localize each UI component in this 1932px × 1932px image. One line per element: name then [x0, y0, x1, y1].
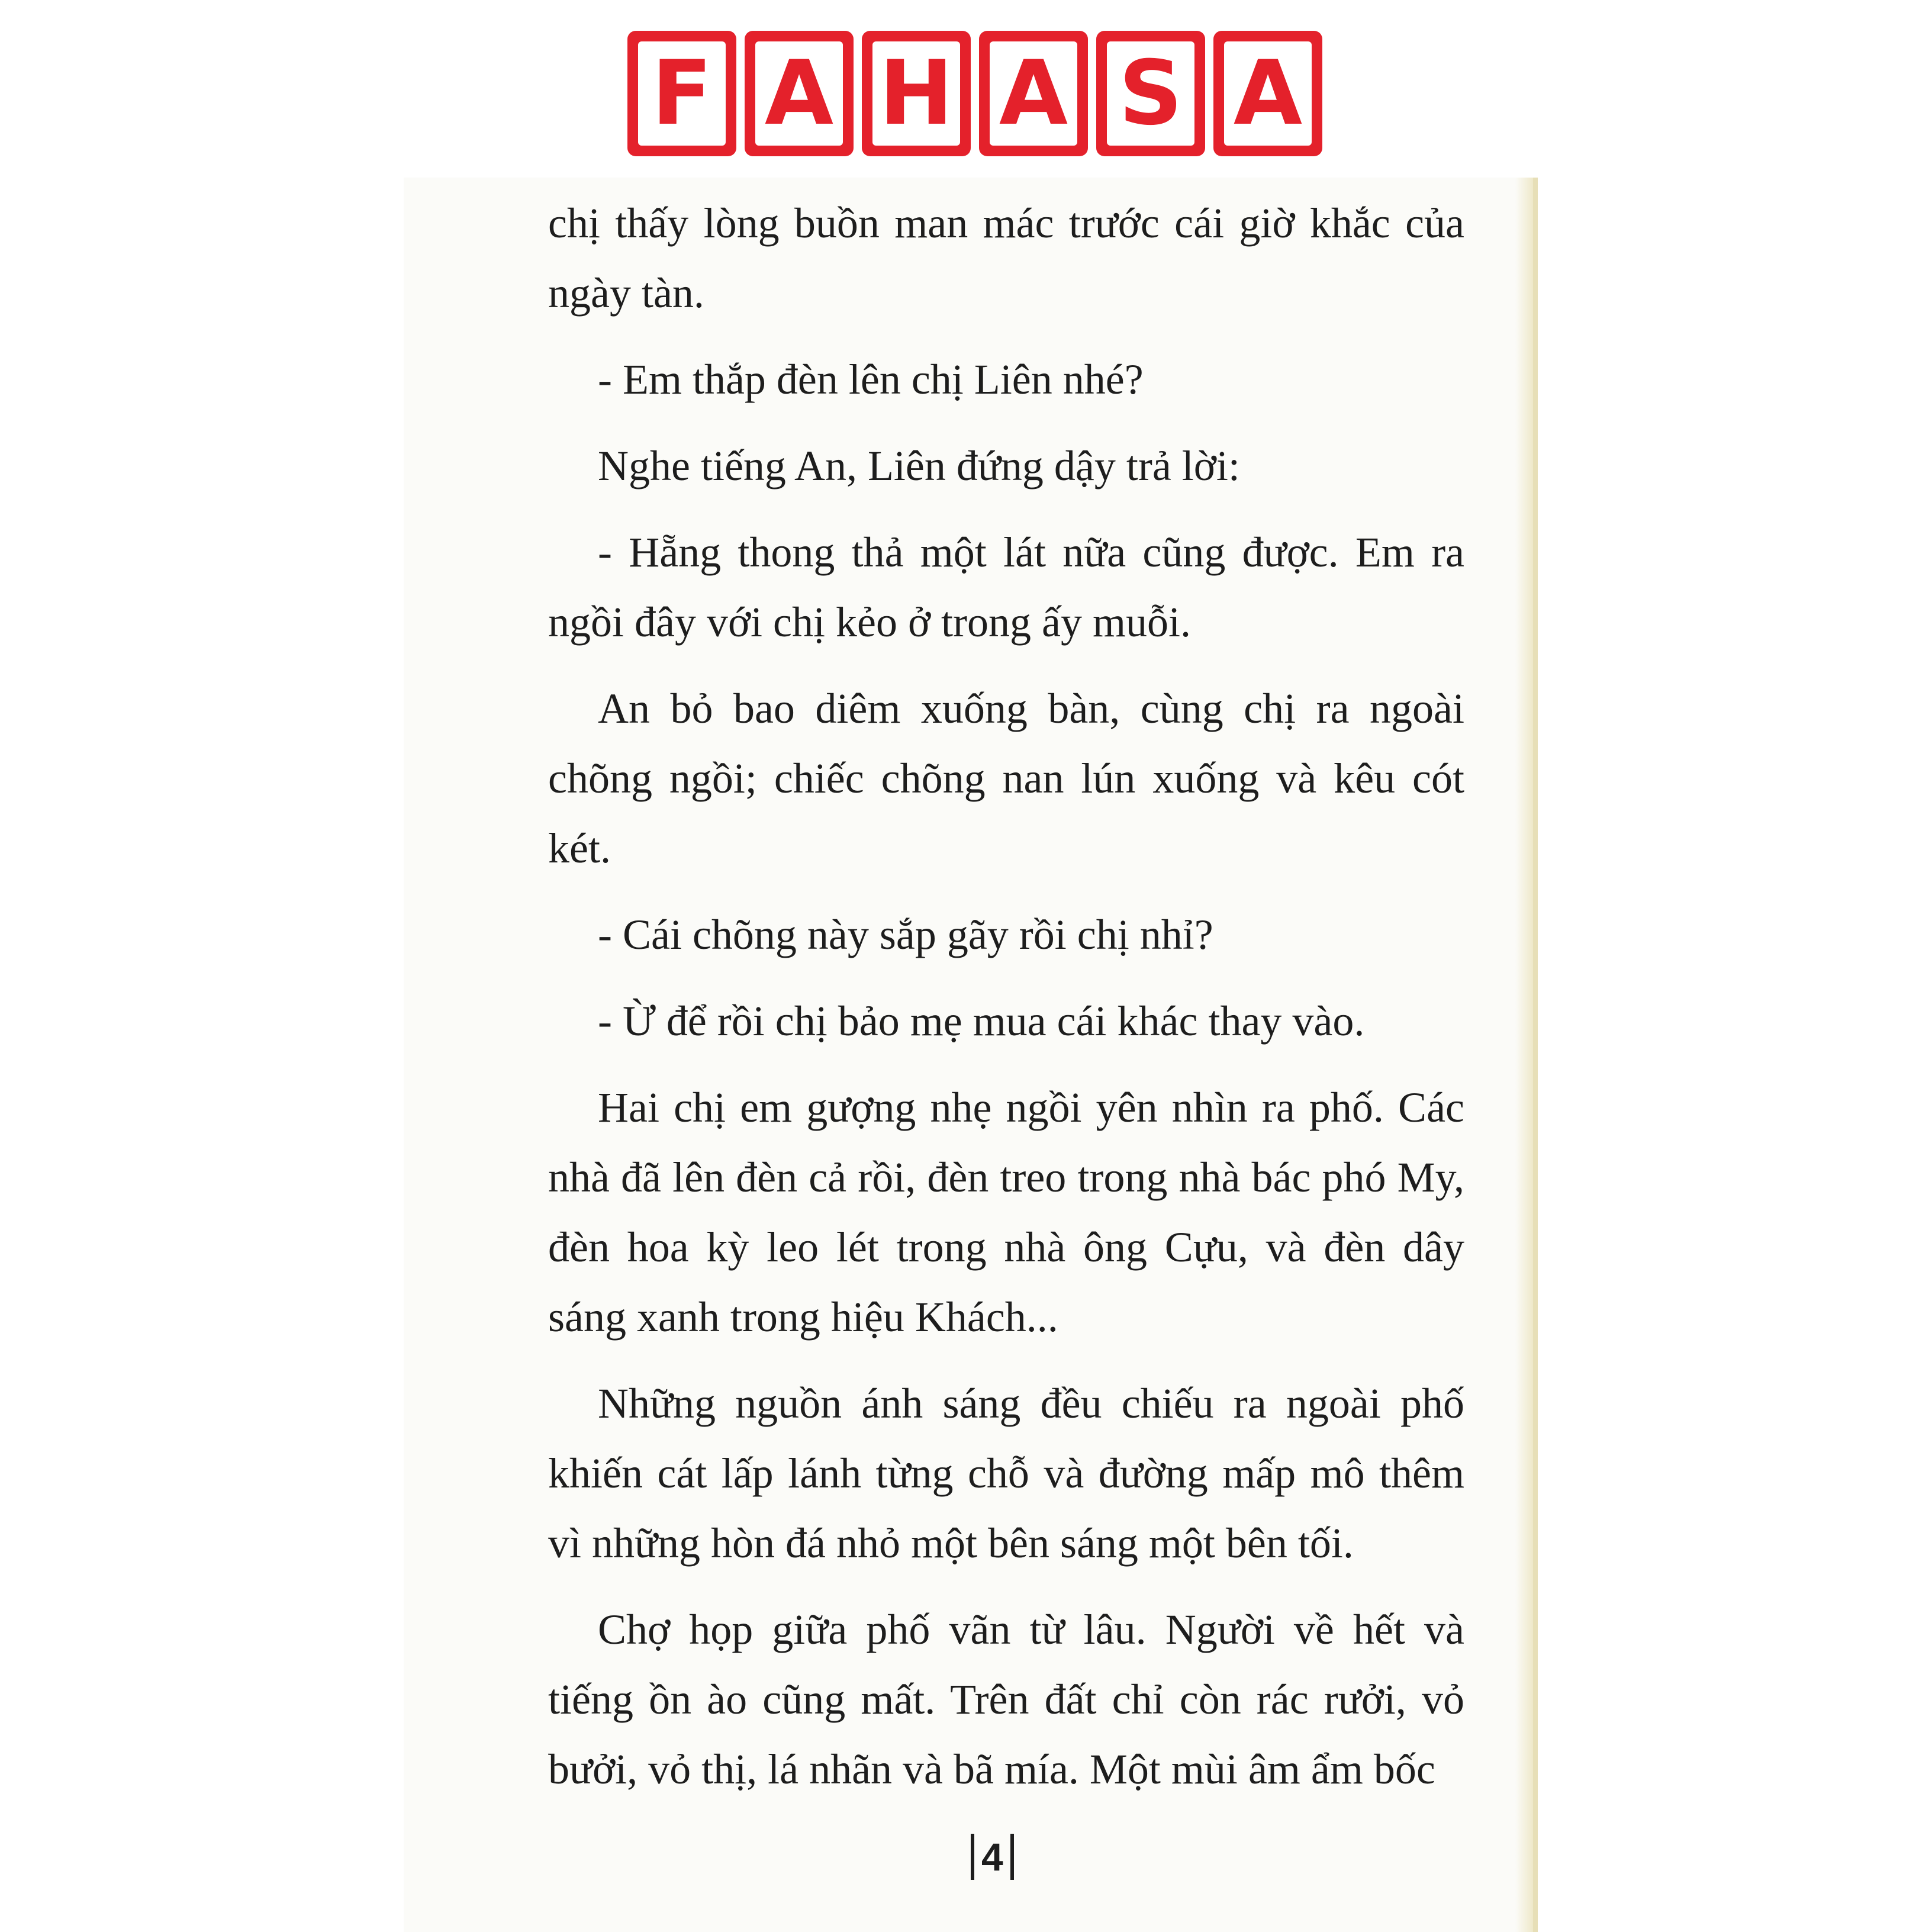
- logo-tile: [1096, 31, 1205, 156]
- paragraph: An bỏ bao diêm xuống bàn, cùng chị ra ngoài chõng ngồi; chiếc chõng nan lún xuống và kêu cót két.: [548, 685, 1464, 872]
- paragraph: - Cái chõng này sắp gãy rồi chị nhỉ?: [598, 911, 1213, 958]
- logo-tile: [1213, 31, 1322, 156]
- logo-letter: S: [1107, 41, 1194, 146]
- paragraph: Chợ họp giữa phố vãn từ lâu. Người về hết và tiếng ồn ào cũng mất. Trên đất chỉ còn rác rưởi, vỏ bưởi, vỏ thị, lá nhãn và bã mía. Một mùi âm ẩm bốc: [548, 1606, 1464, 1793]
- page-number-value: 4: [981, 1835, 1003, 1879]
- logo-letter: F: [638, 41, 726, 146]
- logo-letter: A: [755, 41, 843, 146]
- page-number: [971, 1834, 1014, 1880]
- paragraph: Nghe tiếng An, Liên đứng dậy trả lời:: [598, 442, 1240, 490]
- logo-letter: A: [1224, 41, 1312, 146]
- logo-letter: H: [872, 41, 960, 146]
- page-text: [548, 188, 1464, 1821]
- logo-tile: [627, 31, 736, 156]
- page-edge-shadow: [1515, 178, 1533, 1932]
- fahasa-logo: [627, 31, 1322, 156]
- paragraph: - Em thắp đèn lên chị Liên nhé?: [598, 356, 1144, 403]
- logo-letter: A: [990, 41, 1077, 146]
- page-number-right-bar: [1010, 1834, 1014, 1880]
- page-number-left-bar: [971, 1834, 974, 1880]
- logo-tile: [745, 31, 854, 156]
- logo-tile: [862, 31, 971, 156]
- paragraph: chị thấy lòng buồn man mác trước cái giờ khắc của ngày tàn.: [548, 199, 1464, 317]
- paragraph: - Ừ để rồi chị bảo mẹ mua cái khác thay vào.: [598, 997, 1365, 1045]
- paragraph: Hai chị em gượng nhẹ ngồi yên nhìn ra phố. Các nhà đã lên đèn cả rồi, đèn treo trong nhà bác phó My, đèn hoa kỳ leo lét trong nhà ông Cựu, và đèn dây sáng xanh trong hiệu Khách...: [548, 1084, 1464, 1341]
- logo-tile: [979, 31, 1088, 156]
- paragraph: - Hẵng thong thả một lát nữa cũng được. Em ra ngồi đây với chị kẻo ở trong ấy muỗi.: [548, 529, 1464, 646]
- paragraph: Những nguồn ánh sáng đều chiếu ra ngoài phố khiến cát lấp lánh từng chỗ và đường mấp mô thêm vì những hòn đá nhỏ một bên sáng một bên tối.: [548, 1380, 1464, 1567]
